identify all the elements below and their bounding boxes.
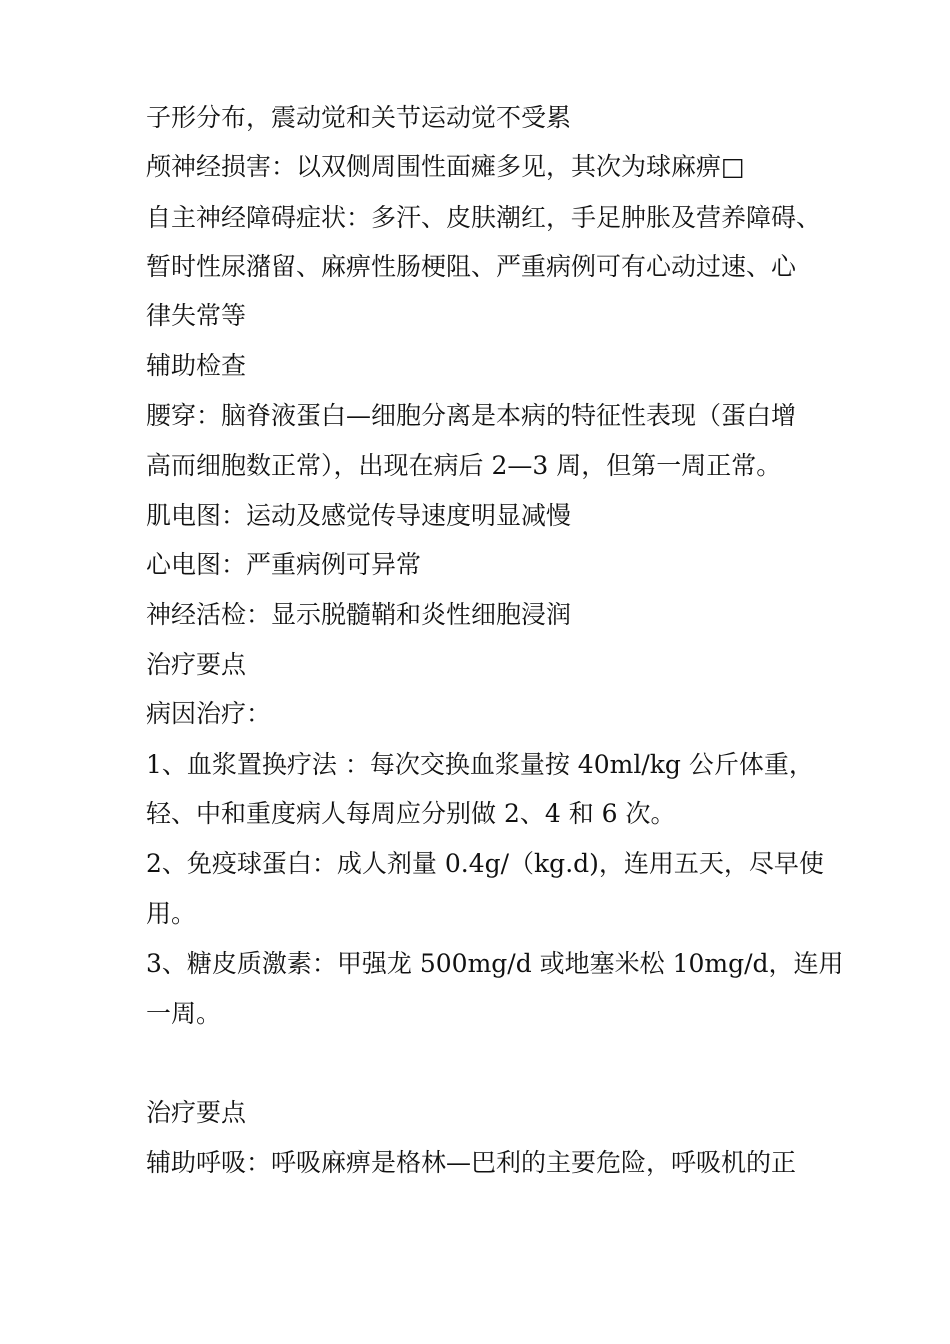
text-line: 神经活检：显示脱髓鞘和炎性细胞浸润 <box>146 600 572 629</box>
text-line: 颅神经损害：以双侧周围性面瘫多见，其次为球麻痹□ <box>146 152 745 181</box>
section-heading: 治疗要点 <box>146 1098 247 1127</box>
text-line: 轻、中和重度病人每周应分别做 2、4 和 6 次。 <box>146 799 676 828</box>
section-heading: 治疗要点 <box>146 650 247 679</box>
text-line: 腰穿：脑脊液蛋白—细胞分离是本病的特征性表现（蛋白增 <box>146 401 797 430</box>
text-line: 高而细胞数正常），出现在病后 2—3 周，但第一周正常。 <box>146 451 782 480</box>
section-heading: 辅助检查 <box>146 351 247 380</box>
text-line: 律失常等 <box>146 301 247 330</box>
text-line: 心电图：严重病例可异常 <box>146 550 422 579</box>
text-line: 2、免疫球蛋白：成人剂量 0.4g/（kg.d)，连用五天，尽早使 <box>146 849 824 878</box>
text-line: 3、糖皮质激素：甲强龙 500mg/d 或地塞米松 10mg/d，连用 <box>146 949 844 978</box>
text-line: 子形分布，震动觉和关节运动觉不受累 <box>146 103 572 132</box>
text-line: 一周。 <box>146 999 222 1028</box>
text-line: 肌电图：运动及感觉传导速度明显减慢 <box>146 501 572 530</box>
text-line: 辅助呼吸：呼吸麻痹是格林—巴利的主要危险，呼吸机的正 <box>146 1148 797 1177</box>
text-line: 1、血浆置换疗法 ：每次交换血浆量按 40ml/kg 公斤体重， <box>146 750 814 779</box>
text-line: 暂时性尿潴留、麻痹性肠梗阻、严重病例可有心动过速、心 <box>146 252 797 281</box>
text-line: 用。 <box>146 899 197 928</box>
text-line: 病因治疗： <box>146 699 272 728</box>
text-line: 自主神经障碍症状：多汗、皮肤潮红，手足肿胀及营养障碍、 <box>146 203 822 232</box>
